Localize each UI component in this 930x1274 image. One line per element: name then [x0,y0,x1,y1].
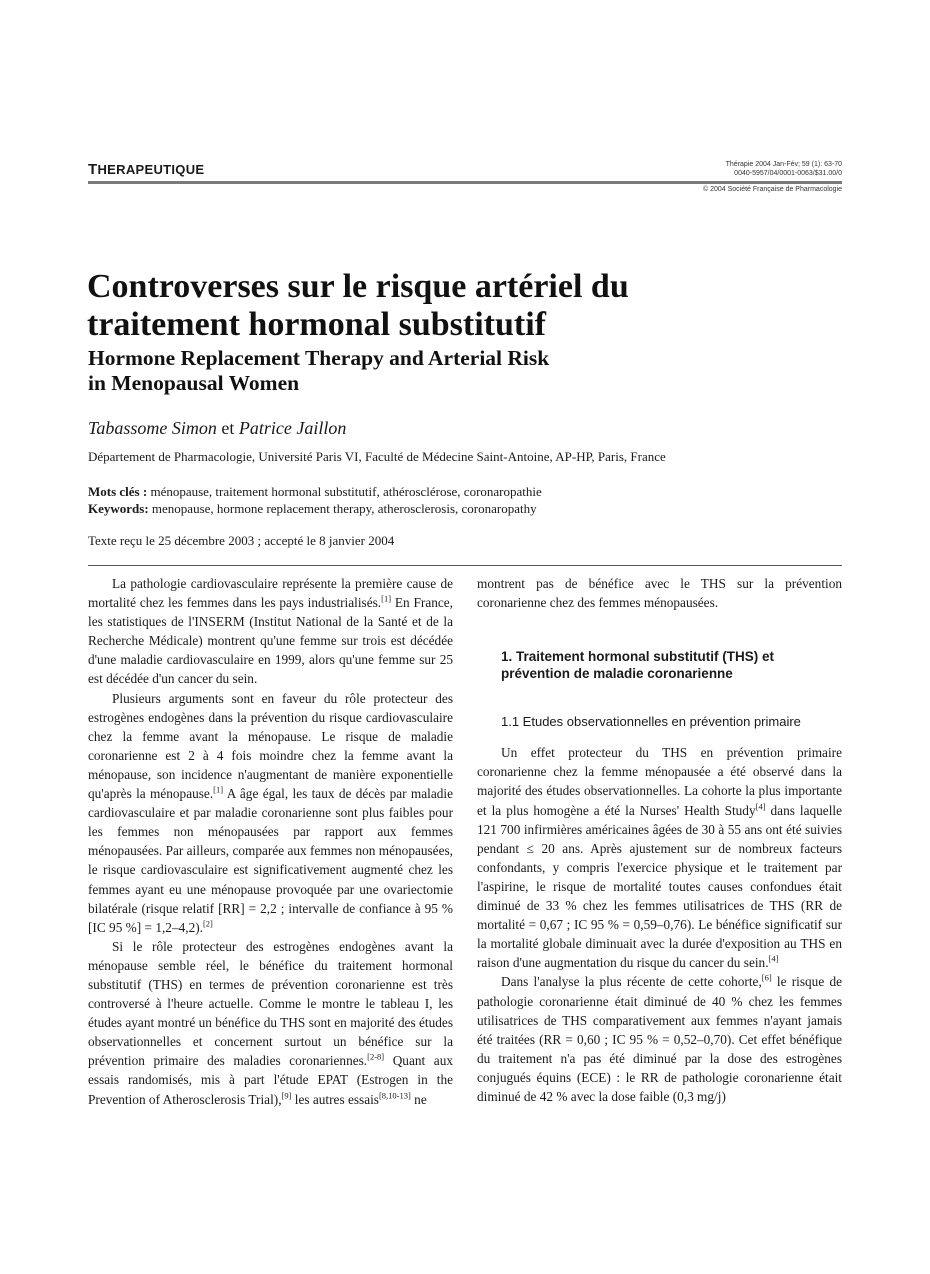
paragraph: montrent pas de bénéfice avec le THS sur la prévention coronarienne chez des femmes ménopausées. [477,576,842,611]
citation: [4] [755,801,766,812]
citation: [2] [202,918,213,929]
citation: [6] [761,972,772,983]
paragraph: La pathologie cardiovasculaire représente la première cause de mortalité chez les femmes dans les pays industrialisés.[1] En France, les statistiques de l'INSERM (Institut National de la Santé et de la Recherche Médicale) montrent qu'une femme sur trois est décédée d'une maladie cardiovasculaire en 1999, alors qu'une femme sur 25 est décédée d'un cancer du sein. [88,576,454,687]
citation: [2-8] [367,1051,385,1062]
author-2: Patrice Jaillon [238,418,347,438]
paragraph: Si le rôle protecteur des estrogènes endogènes avant la ménopause semble réel, le bénéfice du traitement hormonal substitutif (THS) en termes de prévention coronarienne est très controversé à l'heure actuelle. Comme le montre le tableau I, les études ayant montré un bénéfice du THS sont en majorité des études observationnelles et concernent surtout un bénéfice sur la prévention primaire des maladies coronariennes.[2-8] Quant aux essais randomisés, mis à part l'étude EPAT (Estrogen in the Prevention of Atherosclerosis Trial),[9] les autres essais[8,10-13] ne [88,938,453,1107]
authors: Tabassome Simon et Patrice Jaillon [88,418,347,438]
issn: 0040-5957/04/0001-0063/$31.00/0 [734,170,842,177]
article-subtitle: Hormone Replacement Therapy and Arterial Risk in Menopausal Women [88,346,550,395]
body-rule [88,565,842,566]
keywords-en: Keywords: menopause, hormone replacement therapy, atherosclerosis, coronaropathy [88,501,537,516]
author-1: Tabassome Simon [88,418,217,438]
section-label: THERAPEUTIQUE [88,161,205,178]
citation: [4] [768,953,779,964]
article-title: Controverses sur le risque artériel du traitement hormonal substitutif [87,268,629,343]
section-heading: 1. Traitement hormonal substitutif (THS) et prévention de maladie coronarienne [501,649,775,682]
affiliation: Département de Pharmacologie, Université Paris VI, Faculté de Médecine Saint-Antoine, AP-HP, Paris, France [88,449,666,464]
citation: [1] [213,784,224,795]
received-dates: Texte reçu le 25 décembre 2003 ; accepté le 8 janvier 2004 [88,533,395,548]
right-column [477,574,842,1106]
citation: [8,10-13] [378,1090,411,1101]
citation: [9] [281,1090,292,1101]
subsection-heading: 1.1 Etudes observationnelles en prévention primaire [501,714,801,730]
paragraph: Plusieurs arguments sont en faveur du rôle protecteur des estrogènes endogènes dans la prévention du risque cardiovasculaire chez la femme avant la ménopause. Le risque de maladie coronarienne est 2 à 4 fois moindre chez la femme avant la ménopause, son incidence n'augmentant de manière exponentielle qu'après la ménopause.[1] A âge égal, les taux de décès par maladie cardiovasculaire et par maladie coronarienne sont plus faibles pour les femmes non ménopausées par rapport aux femmes ménopausées. Par ailleurs, comparée aux femmes non ménopausées, le risque cardiovasculaire est significativement augmenté chez les femmes ayant eu une ménopause provoquée par une ovariectomie bilatérale (risque relatif [RR] = 2,2 ; intervalle de confiance à 95 % [IC 95 %] = 1,2–4,2).[2] [88,690,454,935]
journal-reference [542,160,842,178]
keywords-fr: Mots clés : ménopause, traitement hormonal substitutif, athérosclérose, coronaropathie [88,484,542,499]
left-column [88,574,453,1109]
journal-citation: Thérapie 2004 Jan-Fév; 59 (1): 63-70 [725,161,842,168]
paragraph: Un effet protecteur du THS en prévention primaire coronarienne chez la femme ménopausée a été observé dans la majorité des études observationnelles. La cohorte la plus importante et la plus homogène a été la Nurses' Health Study[4] dans laquelle 121 700 infirmières américaines âgées de 30 à 55 ans ont été suivies pendant ≤ 20 ans. Après ajustement sur de nombreux facteurs confondants, y compris l'exercice physique et le traitement par l'aspirine, le risque de mortalité toutes causes confondues était diminué de 33 % chez les femmes utilisatrices de THS (RR de mortalité = 0,67 ; IC 95 % = 0,59–0,76). Le bénéfice significatif sur la mortalité globale diminuait avec la durée d'exposition au THS en raison d'une augmentation du risque du cancer du sein.[4] [477,745,843,971]
copyright: © 2004 Société Française de Pharmacologie [702,186,842,193]
header-rule [88,181,842,184]
citation: [1] [381,593,392,604]
paragraph: Dans l'analyse la plus récente de cette cohorte,[6] le risque de pathologie coronarienne était diminué de 40 % chez les femmes utilisatrices de THS comparativement aux femmes n'ayant jamais été traitées (RR = 0,60 ; IC 95 % = 0,52–0,70). Cet effet bénéfique du traitement n'a pas été diminué par la dose des estrogènes conjugués équins (ECE) : le RR de pathologie coronarienne était diminué de 42 % avec la dose faible (0,3 mg/j) [477,972,842,1104]
